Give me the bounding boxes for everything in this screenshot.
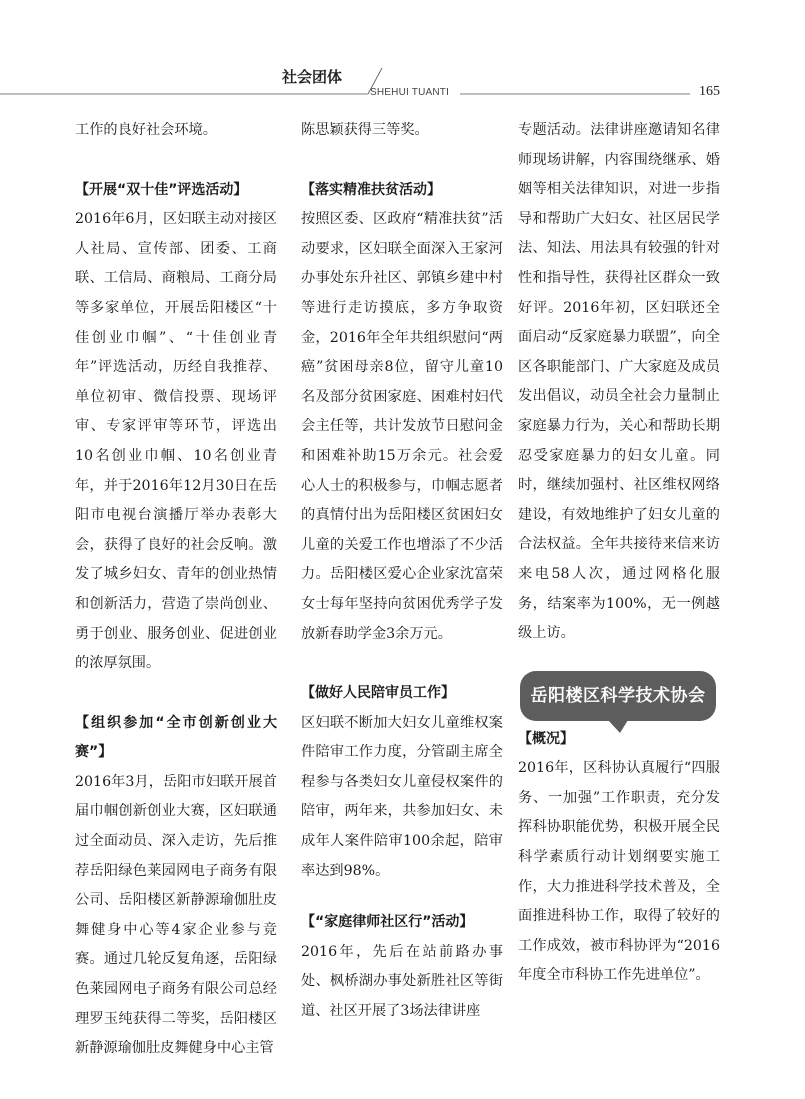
paragraph: 专题活动。法律讲座邀请知名律师现场讲解，内容围绕继承、婚姻等相关法律知识，对进一步指导和帮助广大妇女、社区居民学法、知法、用法具有较强的针对性和指导性，获得社区群众一致好评。2016年初，区妇联还全面启动“反家庭暴力联盟”，向全区各职能部门、广大家庭及成员发出倡议，动员全社会力量制止家庭暴力行为，关心和帮助长期忍受家庭暴力的妇女儿童。同时，继续加强村、社区维权网络建设，有效地维护了妇女儿童的合法权益。全年共接待来信来访来电58人次，通过网格化服务，结案率为100%，无一例越级上访。 [518, 122, 720, 642]
paragraph: 2016年，区科协认真履行“四服务、一加强”工作职责，充分发挥科协职能优势，积极开展全民科学素质行动计划纲要实施工作，大力推进科学技术普及，全面推进科协工作，取得了较好的工作成效，被市科协评为“2016年度全市科协工作先进单位”。 [518, 760, 720, 984]
section-title: 社会团体 [282, 68, 343, 86]
running-header [0, 0, 805, 110]
paragraph: 工作的良好社会环境。 [75, 122, 217, 138]
paragraph: 2016年，先后在站前路办事处、枫桥湖办事处新胜社区等街道、社区开展了3场法律讲座 [301, 943, 503, 1020]
text-column-1 [75, 116, 277, 1064]
organization-banner [520, 671, 716, 725]
page-number: 165 [699, 84, 720, 99]
paragraph: 2016年6月，区妇联主动对接区人社局、宣传部、团委、工商联、工信局、商粮局、工商分局等多家单位，开展岳阳楼区“十佳创业巾帼”、“十佳创业青年”评选活动，历经自我推荐、单位初审、微信投票、现场评审、专家评审等环节，评选出10名创业巾帼、10名创业青年，并于2016年12月30日在岳阳市电视台演播厅举办表彰大会，获得了良好的社会反响。激发了城乡妇女、青年的创业热情和创新活力，营造了崇尚创业、勇于创业、服务创业、促进创业的浓厚氛围。 [75, 211, 277, 672]
paragraph: 陈思颖获得三等奖。 [301, 122, 429, 138]
text-column-2 [301, 116, 503, 1027]
section-pinyin: SHEHUI TUANTI [370, 87, 450, 98]
text-column-3 [518, 116, 720, 991]
banner-title: 岳阳楼区科学技术协会 [530, 685, 706, 706]
section-heading: 【做好人民陪审员工作】 [301, 685, 455, 702]
paragraph: 2016年3月，岳阳市妇联开展首届巾帼创新创业大赛，区妇联通过全面动员、深入走访，先后推荐岳阳绿色莱园网电子商务有限公司、岳阳楼区新静源瑜伽肚皮舞健身中心等4家企业参与竞赛。通过几轮反复角逐，岳阳绿色莱园网电子商务有限公司总经理罗玉纯获得二等奖，岳阳楼区新静源瑜伽肚皮舞健身中心主管 [75, 773, 277, 1057]
section-heading: 【开展“双十佳”评选活动】 [75, 181, 248, 198]
section-heading: 【“家庭律师社区行”活动】 [301, 914, 474, 931]
paragraph: 按照区委、区政府“精准扶贫”活动要求，区妇联全面深入王家河办事处东升社区、郭镇乡建中村等进行走访摸底，多方争取资金，2016年全年共组织慰问“两癌”贫困母亲8位，留守儿童10名及部分贫困家庭、困难村妇代会主任等，共计发放节日慰问金和困难补助15万余元。社会爱心人士的积极参与，巾帼志愿者的真情付出为岳阳楼区贫困妇女儿童的关爱工作也增添了不少活力。岳阳楼区爱心企业家沈富荣女士每年坚持向贫困优秀学子发放新春助学金3余万元。 [301, 211, 503, 642]
section-heading: 【落实精准扶贫活动】 [301, 181, 441, 198]
paragraph: 区妇联不断加大妇女儿童维权案件陪审工作力度，分管副主席全程参与各类妇女儿童侵权案件的陪审，两年来，共参加妇女、未成年人案件陪审100余起，陪审率达到98%。 [301, 714, 503, 879]
section-heading: 【组织参加“全市创新创业大赛”】 [75, 714, 277, 761]
section-heading: 【概况】 [518, 730, 574, 747]
